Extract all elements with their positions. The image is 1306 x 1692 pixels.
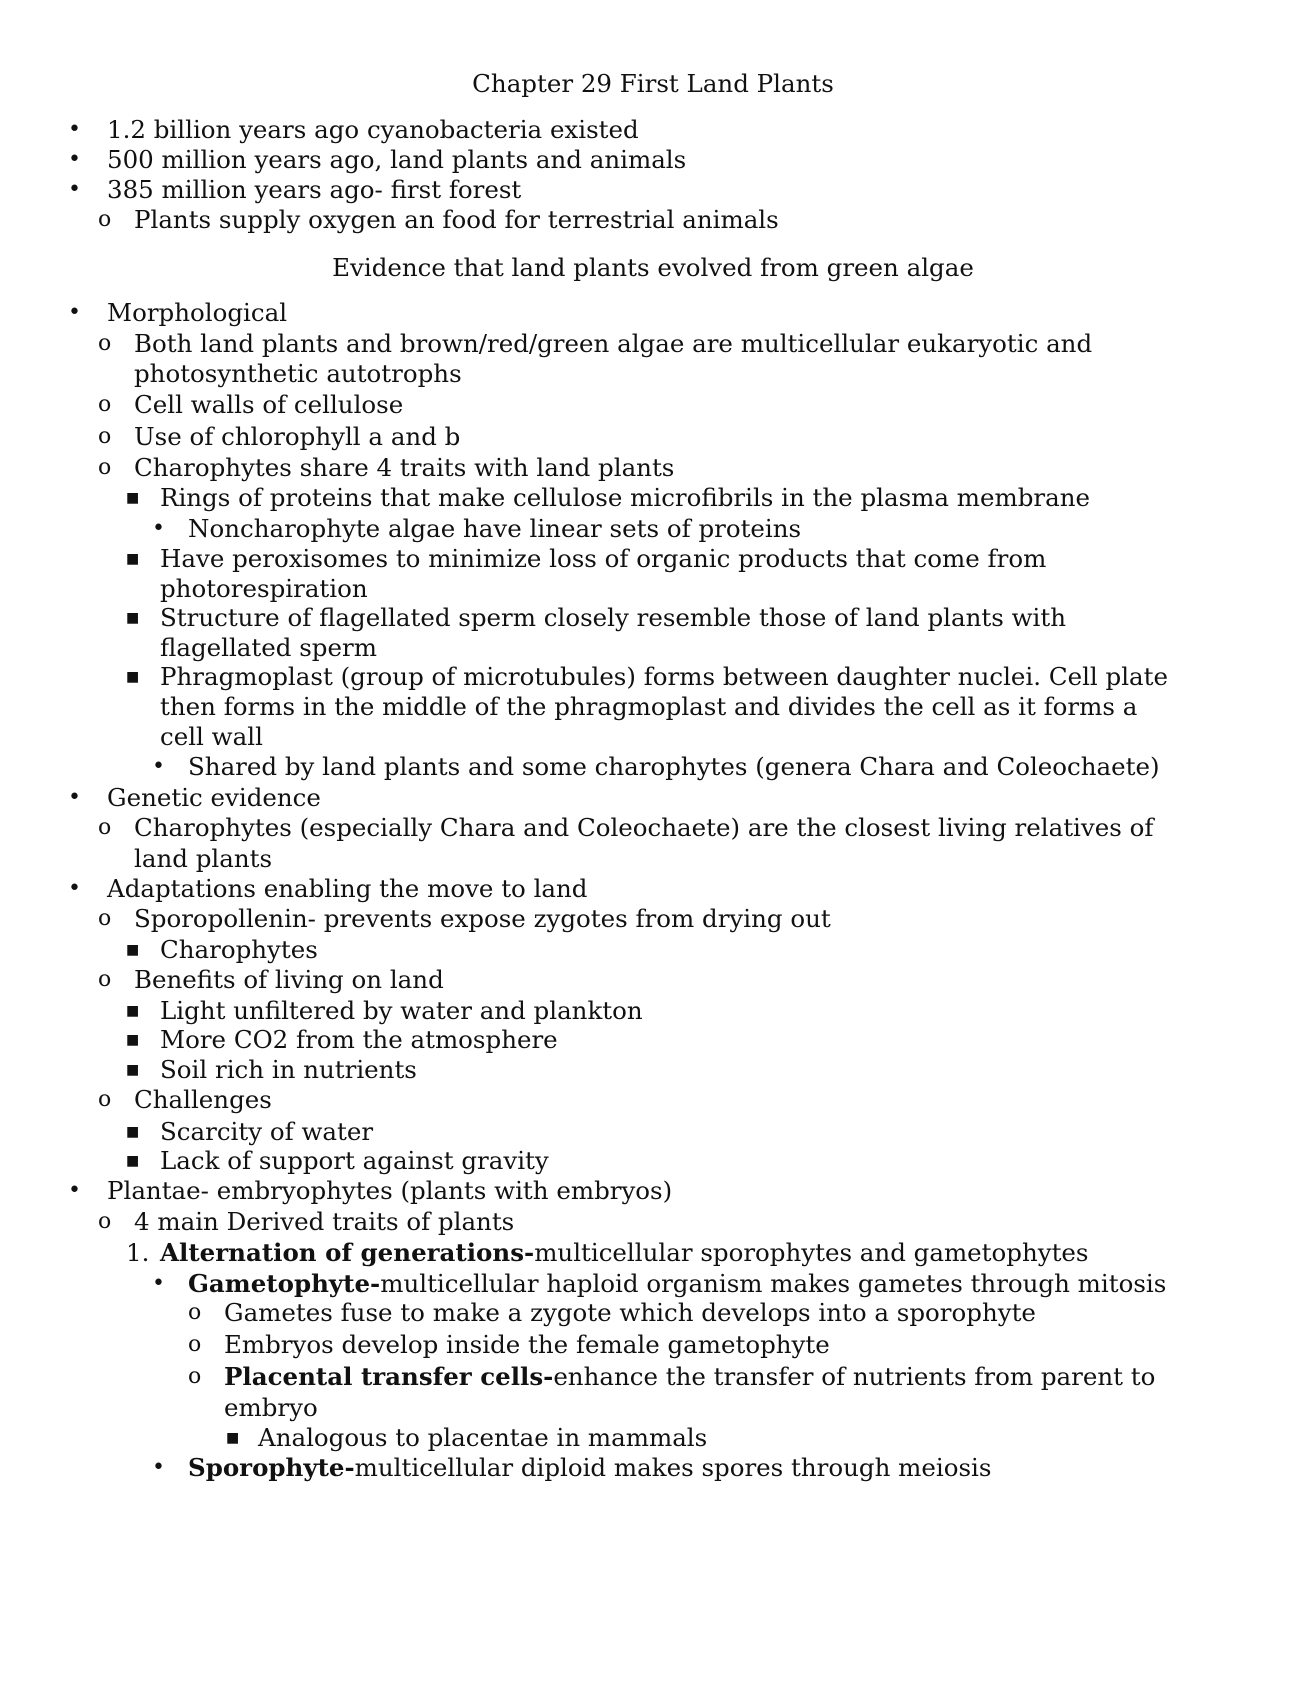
bullet-disc: • (68, 1178, 81, 1203)
term-bold: Alternation of generations- (160, 1238, 535, 1267)
bullet-circle: o (98, 815, 112, 840)
bullet-square: ■ (126, 1124, 140, 1140)
bullet-square: ■ (226, 1430, 240, 1446)
morph-subitem: Cell walls of cellulose (134, 390, 404, 419)
plantae-item: Plantae- embryophytes (plants with embryos) (107, 1176, 673, 1205)
bullet-disc: • (68, 300, 81, 325)
intro-item: 500 million years ago, land plants and animals (107, 145, 687, 174)
charophyte-trait-continued: then forms in the middle of the phragmoplast and divides the cell as it forms a (160, 692, 1138, 721)
bullet-disc: • (152, 1455, 165, 1480)
placental-transfer-item (224, 1361, 1155, 1393)
charophyte-trait-sub: Shared by land plants and some charophytes (genera Chara and Coleochaete) (188, 752, 1160, 781)
term-bold: Placental transfer cells- (224, 1362, 554, 1391)
genetic-evidence-item: Genetic evidence (107, 783, 321, 812)
bullet-circle: o (98, 967, 112, 992)
bullet-circle: o (188, 1300, 202, 1325)
morph-subitem: Use of chlorophyll a and b (134, 422, 461, 451)
bullet-disc: • (68, 177, 81, 202)
adaptation-subitem: Challenges (134, 1085, 272, 1114)
bullet-disc: • (68, 876, 81, 901)
intro-item: 1.2 billion years ago cyanobacteria existed (107, 115, 639, 144)
bullet-square: ■ (126, 1032, 140, 1048)
genetic-subitem: Charophytes (especially Chara and Coleochaete) are the closest living relatives of (134, 813, 1154, 842)
charophyte-trait-sub: Noncharophyte algae have linear sets of proteins (188, 514, 802, 543)
bullet-disc: • (68, 147, 81, 172)
bullet-circle: o (98, 331, 112, 356)
adaptation-subitem: Sporopollenin- prevents expose zygotes from drying out (134, 904, 831, 933)
number-marker: 1. (126, 1238, 150, 1267)
bullet-disc: • (152, 754, 165, 779)
adaptation-detail: Soil rich in nutrients (160, 1055, 417, 1084)
bullet-circle: o (188, 1364, 202, 1389)
placental-transfer-detail: Analogous to placentae in mammals (258, 1423, 708, 1452)
charophyte-trait-continued: cell wall (160, 722, 263, 751)
bullet-square: ■ (126, 490, 140, 506)
bullet-circle: o (98, 1087, 112, 1112)
term-definition: multicellular haploid organism makes gametes through mitosis (380, 1269, 1167, 1298)
bullet-circle: o (98, 207, 112, 232)
bullet-square: ■ (126, 1153, 140, 1169)
bullet-disc: • (152, 1271, 165, 1296)
morph-subitem: Charophytes share 4 traits with land plants (134, 453, 675, 482)
bullet-square: ■ (126, 669, 140, 685)
morph-subitem: Both land plants and brown/red/green algae are multicellular eukaryotic and (134, 329, 1093, 358)
adaptation-detail: Charophytes (160, 935, 318, 964)
placental-transfer-continued: embryo (224, 1393, 318, 1422)
charophyte-trait-continued: flagellated sperm (160, 633, 377, 662)
plantae-subitem: 4 main Derived traits of plants (134, 1207, 515, 1236)
term-definition: multicellular diploid makes spores through meiosis (354, 1453, 992, 1482)
intro-subitem: Plants supply oxygen an food for terrestrial animals (134, 205, 779, 234)
genetic-subitem-continued: land plants (134, 844, 273, 873)
charophyte-trait: Phragmoplast (group of microtubules) forms between daughter nuclei. Cell plate (160, 662, 1168, 691)
term-bold: Gametophyte- (188, 1269, 381, 1298)
adaptation-detail: More CO2 from the atmosphere (160, 1025, 558, 1054)
bullet-disc: • (68, 785, 81, 810)
charophyte-trait: Rings of proteins that make cellulose microfibrils in the plasma membrane (160, 483, 1091, 512)
adaptations-item: Adaptations enabling the move to land (107, 874, 588, 903)
bullet-square: ■ (126, 610, 140, 626)
gametophyte-subitem: Embryos develop inside the female gametophyte (224, 1330, 830, 1359)
adaptation-detail: Light unfiltered by water and plankton (160, 996, 643, 1025)
bullet-square: ■ (126, 1003, 140, 1019)
bullet-circle: o (188, 1332, 202, 1357)
gametophyte-subitem: Gametes fuse to make a zygote which develops into a sporophyte (224, 1298, 1036, 1327)
charophyte-trait: Structure of flagellated sperm closely resemble those of land plants with (160, 603, 1067, 632)
section-heading: Evidence that land plants evolved from green algae (332, 253, 974, 282)
bullet-circle: o (98, 1209, 112, 1234)
derived-trait-1 (160, 1237, 1089, 1269)
bullet-circle: o (98, 455, 112, 480)
term-bold: Sporophyte- (188, 1453, 355, 1482)
bullet-square: ■ (126, 551, 140, 567)
bullet-square: ■ (126, 942, 140, 958)
morph-subitem-continued: photosynthetic autotrophs (134, 359, 462, 388)
charophyte-trait: Have peroxisomes to minimize loss of organic products that come from (160, 544, 1047, 573)
bullet-square: ■ (126, 1062, 140, 1078)
term-definition: enhance the transfer of nutrients from parent to (553, 1362, 1156, 1391)
bullet-circle: o (98, 424, 112, 449)
intro-item: 385 million years ago- first forest (107, 175, 522, 204)
charophyte-trait-continued: photorespiration (160, 574, 368, 603)
morphological-item: Morphological (107, 298, 288, 327)
sporophyte-item (188, 1452, 991, 1484)
bullet-circle: o (98, 392, 112, 417)
bullet-disc: • (68, 117, 81, 142)
adaptation-detail: Scarcity of water (160, 1117, 374, 1146)
gametophyte-item (188, 1268, 1166, 1300)
page-title: Chapter 29 First Land Plants (472, 69, 834, 98)
term-definition: multicellular sporophytes and gametophytes (534, 1238, 1089, 1267)
bullet-circle: o (98, 906, 112, 931)
adaptation-detail: Lack of support against gravity (160, 1146, 549, 1175)
adaptation-subitem: Benefits of living on land (134, 965, 444, 994)
bullet-disc: • (152, 516, 165, 541)
